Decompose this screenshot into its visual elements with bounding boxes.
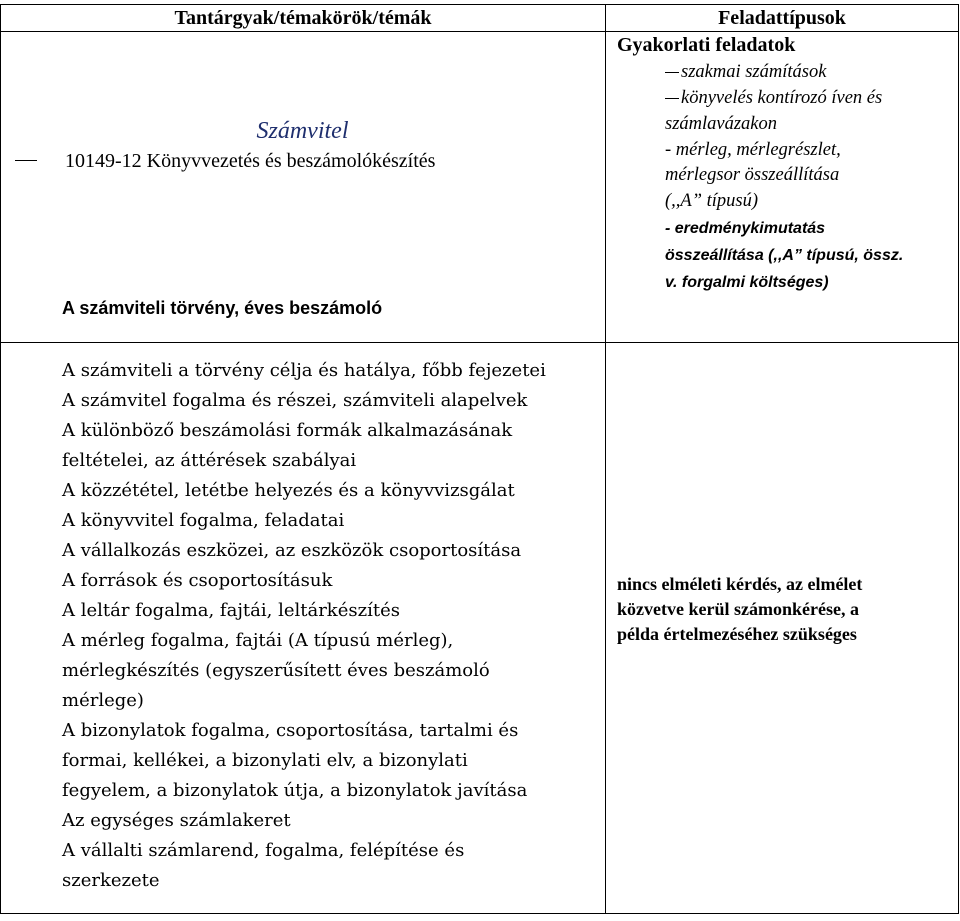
- subject-cell: [1, 32, 606, 343]
- header-row: [1, 5, 959, 32]
- header-topics: Tantárgyak/témakörök/témák: [1, 5, 606, 32]
- task-line: - mérleg, mérlegrészlet,: [665, 140, 841, 160]
- content-item: fegyelem, a bizonylatok útja, a bizonylatok javítása: [62, 780, 528, 801]
- content-item: A vállalti számlarend, fogalma, felépítése és: [62, 840, 465, 861]
- tasks-heading: Gyakorlati feladatok: [617, 34, 796, 56]
- content-item: A források és csoportosításuk: [62, 570, 333, 591]
- task-line: v. forgalmi költséges): [665, 274, 829, 291]
- task-line: összeállítása (,,A” típusú, össz.: [665, 247, 904, 264]
- task-line: - eredménykimutatás: [665, 220, 826, 237]
- content-item: A könyvvitel fogalma, feladatai: [62, 510, 345, 531]
- content-item: A bizonylatok fogalma, csoportosítása, tartalmi és: [62, 720, 519, 741]
- content-item: A vállalkozás eszközei, az eszközök csoportosítása: [62, 540, 522, 561]
- content-item: A mérleg fogalma, fajtái (A típusú mérleg),: [62, 630, 454, 651]
- topic-title: A számviteli törvény, éves beszámoló: [62, 298, 383, 318]
- subject-title: Számvitel: [256, 118, 349, 144]
- task-line: számlavázakon: [665, 114, 778, 134]
- content-item: szerkezete: [62, 870, 160, 891]
- content-item: A számvitel fogalma és részei, számviteli alapelvek: [62, 390, 528, 411]
- content-item: mérlegkészítés (egyszerűsített éves beszámoló: [62, 660, 490, 681]
- note-line: nincs elméleti kérdés, az elmélet: [617, 574, 863, 594]
- header-task-types: Feladattípusok: [606, 5, 959, 32]
- list-dash: [15, 160, 37, 161]
- content-item: Az egységes számlakeret: [62, 810, 291, 831]
- content-item: A számviteli a törvény célja és hatálya, főbb fejezetei: [62, 360, 546, 381]
- note-line: példa értelmezéséhez szükséges: [617, 624, 857, 644]
- content-item: A közzététel, letétbe helyezés és a könyvvizsgálat: [62, 480, 515, 501]
- task-line: (,,A” típusú): [665, 191, 759, 211]
- task-line: könyvelés kontírozó íven és: [665, 85, 882, 111]
- content-item: mérlege): [62, 690, 144, 711]
- dash-mark: [665, 98, 679, 99]
- content-item: A különböző beszámolási formák alkalmazásának: [62, 420, 513, 441]
- content-item: formai, kellékei, a bizonylati elv, a bizonylati: [62, 750, 468, 771]
- module-title: 10149-12 Könyvvezetés és beszámolókészítés: [65, 150, 436, 172]
- task-line: szakmai számítások: [665, 59, 826, 85]
- content-item: A leltár fogalma, fajtái, leltárkészítés: [62, 600, 400, 621]
- note-line: közvetve kerül számonkérése, a: [617, 599, 859, 619]
- task-line: mérlegsor összeállítása: [665, 165, 840, 185]
- dash-mark: [665, 72, 679, 73]
- content-item: feltételei, az áttérések szabályai: [62, 450, 357, 471]
